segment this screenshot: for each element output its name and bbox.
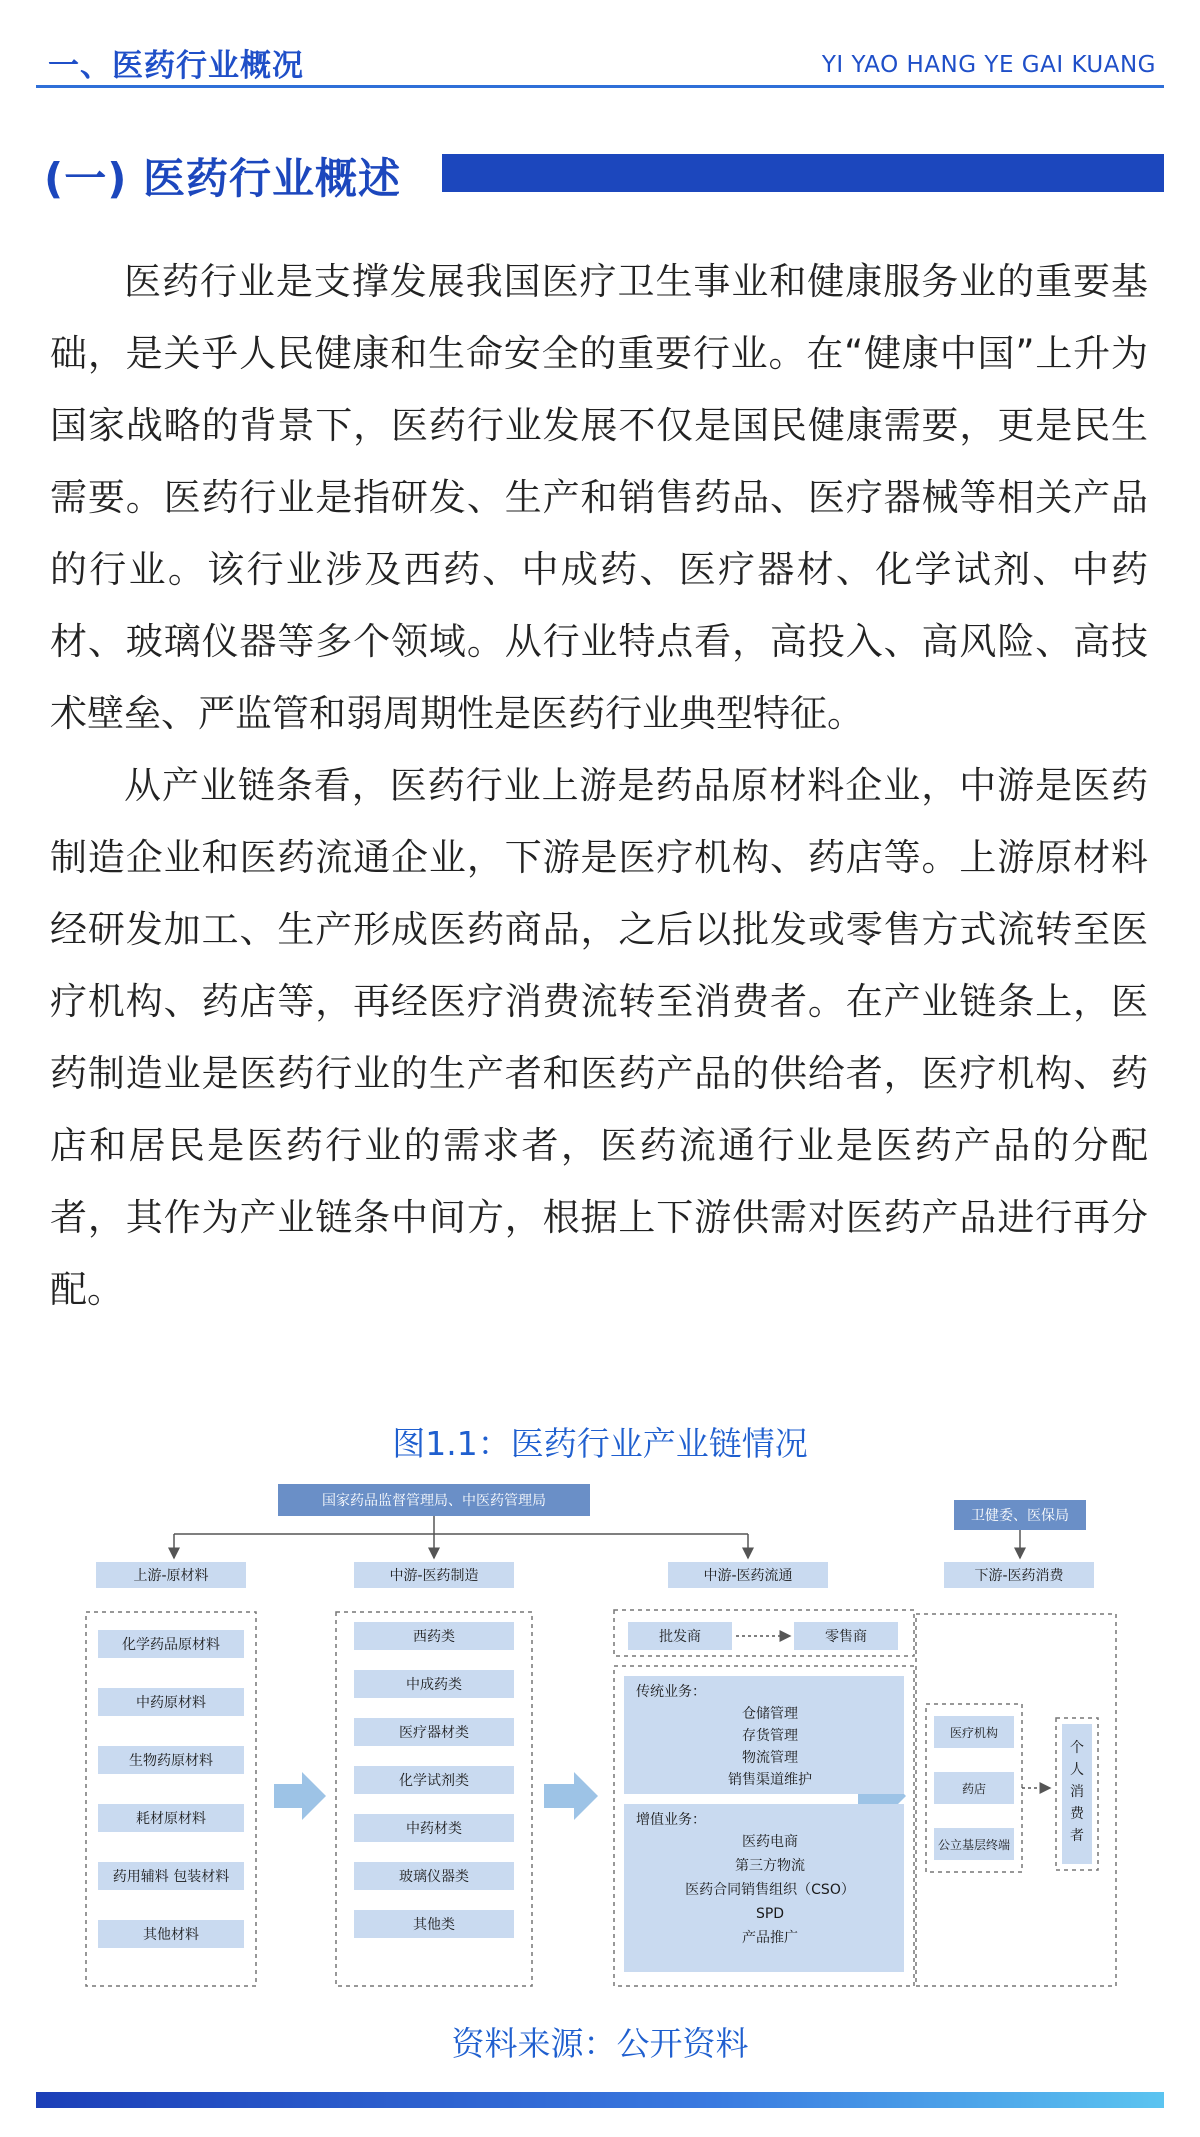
regulator-main-label: 国家药品监督管理局、中医药管理局	[322, 1493, 546, 1509]
traditional-service-item: 销售渠道维护	[728, 1772, 812, 1788]
mfg-item-label: 西药类	[413, 1629, 455, 1645]
value-added-service-item: 产品推广	[742, 1930, 798, 1946]
page-header	[36, 30, 1164, 88]
mfg-item-label: 中药材类	[406, 1821, 462, 1837]
value-added-service-item: SPD	[755, 1906, 785, 1922]
dist-header-label: 中游-医药流通	[703, 1568, 793, 1584]
footer-bar	[36, 2092, 1164, 2108]
upstream-item-label: 耗材原材料	[136, 1811, 206, 1827]
downstream-item-label: 医疗机构	[949, 1726, 999, 1740]
value-added-service-item: 医药电商	[742, 1834, 798, 1850]
header-divider	[36, 85, 1164, 88]
mfg-item-label: 医疗器材类	[399, 1725, 469, 1741]
paragraph-industry-chain: 从产业链条看，医药行业上游是药品原材料企业，中游是医药制造企业和医药流通企业，下游是医疗机构、药店等。上游原材料经研发加工、生产形成医药商品，之后以批发或零售方式流转至医疗机构、药店等，再经医疗消费流转至消费者。在产业链条上，医药制造业是医药行业的生产者和医药产品的供给者，医疗机构、药店和居民是医药行业的需求者，医药流通行业是医药产品的分配者，其作为产业链条中间方，根据上下游供需对医药产品进行再分配。	[50, 764, 1148, 1311]
wholesale-label: 批发商	[659, 1629, 701, 1645]
value-added-service-item: 第三方物流	[735, 1858, 805, 1874]
downstream-item-label: 公立基层终端	[937, 1838, 1011, 1852]
regulator-right-label: 卫健委、医保局	[971, 1508, 1069, 1524]
retail-label: 零售商	[825, 1629, 867, 1645]
mfg-item-label: 其他类	[413, 1917, 455, 1933]
traditional-service-item: 物流管理	[742, 1750, 798, 1766]
upstream-item-label: 药用辅料 包装材料	[112, 1869, 230, 1885]
mfg-item-label: 玻璃仪器类	[399, 1869, 469, 1885]
mfg-header-label: 中游-医药制造	[389, 1568, 479, 1584]
value-added-service-item: 医药合同销售组织（CSO）	[685, 1882, 855, 1898]
upstream-header-label: 上游-原材料	[133, 1568, 209, 1584]
body-text	[50, 246, 1148, 1326]
paragraph-overview: 医药行业是支撑发展我国医疗卫生事业和健康服务业的重要基础，是关乎人民健康和生命安全的重要行业。在“健康中国”上升为国家战略的背景下，医药行业发展不仅是国民健康需要，更是民生需要。医药行业是指研发、生产和销售药品、医疗器械等相关产品的行业。该行业涉及西药、中成药、医疗器材、化学试剂、中药材、玻璃仪器等多个领域。从行业特点看，高投入、高风险、高技术壁垒、严监管和弱周期性是医药行业典型特征。	[50, 260, 1148, 735]
consumer-label: 个人消费者	[1070, 1740, 1084, 1844]
section-title-bar	[442, 154, 1164, 192]
downstream-item-label: 药店	[961, 1782, 987, 1796]
upstream-item-label: 化学药品原材料	[122, 1637, 220, 1653]
flow-arrow-upstream-to-mfg	[274, 1772, 326, 1820]
header-chapter-title: 一、医药行业概况	[48, 48, 304, 84]
upstream-item-label: 生物药原材料	[129, 1753, 213, 1769]
industry-chain-diagram	[70, 1482, 1150, 2010]
mfg-item-label: 化学试剂类	[399, 1773, 469, 1789]
upstream-item-label: 中药原材料	[136, 1695, 206, 1711]
traditional-services-title: 传统业务：	[636, 1684, 706, 1700]
header-pinyin-title: YI YAO HANG YE GAI KUANG	[821, 52, 1156, 78]
section-heading	[36, 144, 1164, 203]
traditional-service-item: 仓储管理	[742, 1706, 798, 1722]
upstream-item-label: 其他材料	[143, 1927, 199, 1943]
value-added-services-title: 增值业务：	[636, 1812, 706, 1828]
flow-arrow-mfg-to-dist	[544, 1772, 598, 1820]
figure-source: 资料来源：公开资料	[451, 2024, 749, 2063]
traditional-service-item: 存货管理	[742, 1728, 798, 1744]
mfg-item-label: 中成药类	[406, 1677, 462, 1693]
section-title: (一) 医药行业概述	[44, 154, 402, 203]
figure-caption: 图1.1：医药行业产业链情况	[392, 1424, 808, 1463]
downstream-header-label: 下游-医药消费	[974, 1568, 1064, 1584]
